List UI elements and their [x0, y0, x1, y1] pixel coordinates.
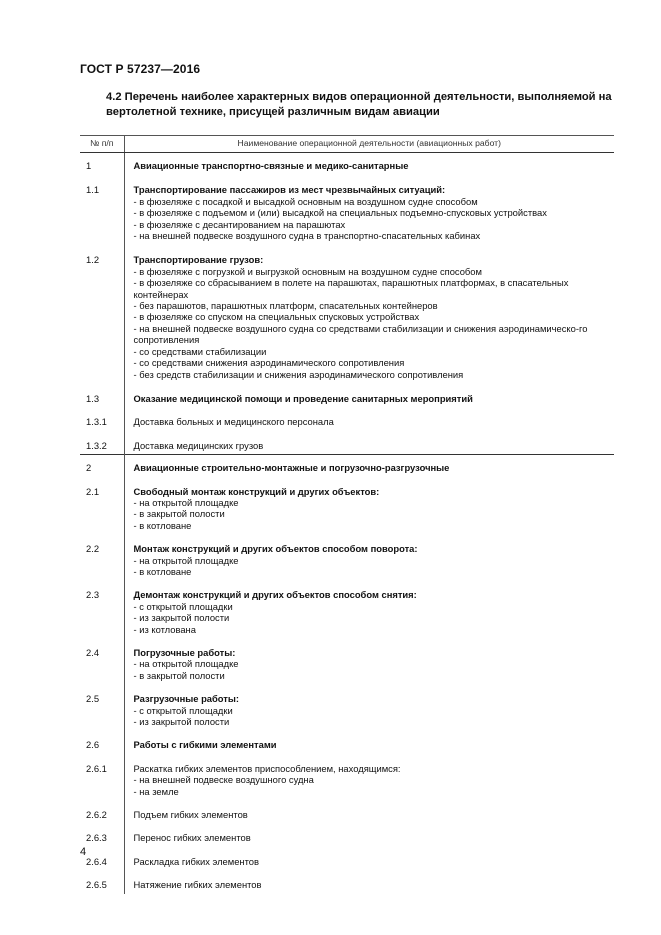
row-subitem: - без парашютов, парашютных платформ, спасательных контейнеров — [133, 300, 438, 312]
table-row — [80, 455, 614, 477]
row-number: 2.2 — [80, 534, 124, 580]
row-content — [124, 823, 614, 846]
row-subitem: - на внешней подвеске воздушного судна со средствами стабилизации и снижения аэродинамическо-го сопротивления — [133, 322, 588, 346]
row-content — [124, 477, 614, 535]
column-header-number: № п/п — [80, 136, 124, 153]
row-subitem: - на внешней подвеске воздушного судна в транспортно-спасательных кабинах — [133, 230, 481, 242]
row-number: 1 — [80, 153, 124, 175]
row-subitem: - на открытой площадке — [133, 496, 239, 508]
table-row — [80, 580, 614, 638]
row-content — [124, 870, 614, 893]
section-title: 4.2 Перечень наиболее характерных видов операционной деятельности, выполняемой на вертолетной технике, присущей различным видам авиации — [106, 91, 612, 118]
table-row — [80, 477, 614, 535]
row-content — [124, 534, 614, 580]
row-title: Авиационные строительно-монтажные и погрузочно-разгрузочные — [133, 462, 450, 474]
row-number: 2.6.4 — [80, 847, 124, 870]
activities-table-container — [80, 135, 614, 891]
row-subitem: - в закрытой полости — [133, 508, 225, 520]
row-number: 2.4 — [80, 638, 124, 684]
table-row — [80, 870, 614, 893]
row-title: Разгрузочные работы: — [133, 693, 240, 705]
row-title: Натяжение гибких элементов — [133, 879, 262, 891]
table-row — [80, 823, 614, 846]
row-number: 1.3.2 — [80, 431, 124, 455]
row-title: Транспортирование пассажиров из мест чрезвычайных ситуаций: — [133, 184, 446, 196]
table-row — [80, 383, 614, 407]
document-code: ГОСТ Р 57237—2016 — [80, 62, 201, 76]
table-header-row — [80, 136, 614, 153]
row-subitem: - без средств стабилизации и снижения аэродинамического сопротивления — [133, 368, 464, 380]
row-title: Подъем гибких элементов — [133, 809, 248, 821]
row-number: 2.1 — [80, 477, 124, 535]
table-row — [80, 754, 614, 800]
row-number: 2.6.2 — [80, 800, 124, 823]
row-number: 2.3 — [80, 580, 124, 638]
row-content — [124, 847, 614, 870]
row-title: Демонтаж конструкций и других объектов способом снятия: — [133, 589, 417, 601]
activities-table — [80, 135, 614, 894]
row-subitem: - из закрытой полости — [133, 612, 230, 624]
row-content — [124, 407, 614, 430]
table-row — [80, 534, 614, 580]
row-subitem: - в фюзеляже с погрузкой и выгрузкой основным на воздушном судне способом — [133, 265, 482, 277]
row-content — [124, 153, 614, 175]
row-title: Оказание медицинской помощи и проведение санитарных мероприятий — [133, 392, 473, 404]
row-number: 1.2 — [80, 244, 124, 382]
row-number: 1.3 — [80, 383, 124, 407]
row-content — [124, 754, 614, 800]
row-title: Работы с гибкими элементами — [133, 739, 277, 751]
row-content — [124, 730, 614, 753]
row-number: 2.6.1 — [80, 754, 124, 800]
row-number: 2.6 — [80, 730, 124, 753]
row-number: 2 — [80, 455, 124, 477]
row-subitem: - в котловане — [133, 565, 192, 577]
row-subitem: - в закрытой полости — [133, 669, 225, 681]
row-subitem: - в фюзеляже с посадкой и высадкой основным на воздушном судне способом — [133, 195, 478, 207]
row-number: 1.1 — [80, 174, 124, 244]
table-row — [80, 407, 614, 430]
table-row — [80, 431, 614, 455]
row-subitem: - с открытой площадки — [133, 600, 233, 612]
row-number: 2.6.5 — [80, 870, 124, 893]
table-row — [80, 730, 614, 753]
row-content — [124, 383, 614, 407]
column-header-name: Наименование операционной деятельности (авиационных работ) — [124, 136, 614, 153]
row-title: Раскладка гибких элементов — [133, 855, 259, 867]
table-row — [80, 174, 614, 244]
row-title: Перенос гибких элементов — [133, 832, 251, 844]
table-row — [80, 153, 614, 175]
row-content — [124, 638, 614, 684]
row-content — [124, 580, 614, 638]
row-subitem: - со средствами стабилизации — [133, 345, 267, 357]
row-title: Доставка медицинских грузов — [133, 439, 264, 451]
page-number: 4 — [80, 846, 87, 858]
row-subitem: - на открытой площадке — [133, 658, 239, 670]
row-subitem: - на земле — [133, 785, 179, 797]
row-content — [124, 684, 614, 730]
row-subitem: - в фюзеляже с подъемом и (или) высадкой на специальных подъемно-спусковых устройствах — [133, 207, 547, 219]
row-number: 2.6.3 — [80, 823, 124, 846]
table-row — [80, 847, 614, 870]
row-subitem: - в фюзеляже с десантированием на парашютах — [133, 218, 346, 230]
row-content — [124, 455, 614, 477]
row-title: Раскатка гибких элементов приспособлением, находящимся: — [133, 762, 401, 774]
row-number: 2.5 — [80, 684, 124, 730]
row-content — [124, 174, 614, 244]
table-row — [80, 684, 614, 730]
row-subitem: - с открытой площадки — [133, 704, 233, 716]
row-subitem: - на открытой площадке — [133, 554, 239, 566]
row-title: Транспортирование грузов: — [133, 254, 264, 266]
row-title: Авиационные транспортно-связные и медико-санитарные — [133, 160, 409, 171]
row-subitem: - в фюзеляже со сбрасыванием в полете на парашютах, парашютных платформах, в спасательных контейнерах — [133, 277, 569, 300]
row-subitem: - из котлована — [133, 623, 196, 635]
row-subitem: - со средствами снижения аэродинамического сопротивления — [133, 357, 405, 369]
row-title: Погрузочные работы: — [133, 647, 236, 658]
row-content — [124, 800, 614, 823]
row-subitem: - в котловане — [133, 519, 192, 531]
row-title: Свободный монтаж конструкций и других объектов: — [133, 485, 380, 497]
row-content — [124, 431, 614, 455]
row-subitem: - из закрытой полости — [133, 716, 230, 728]
row-title: Монтаж конструкций и других объектов способом поворота: — [133, 543, 418, 555]
row-subitem: - на внешней подвеске воздушного судна — [133, 774, 314, 786]
table-row — [80, 638, 614, 684]
row-subitem: - в фюзеляже со спуском на специальных спусковых устройствах — [133, 311, 420, 323]
table-body — [80, 153, 614, 894]
table-row — [80, 800, 614, 823]
row-number: 1.3.1 — [80, 407, 124, 430]
row-content — [124, 244, 614, 382]
row-title: Доставка больных и медицинского персонала — [133, 416, 334, 428]
table-row — [80, 244, 614, 382]
